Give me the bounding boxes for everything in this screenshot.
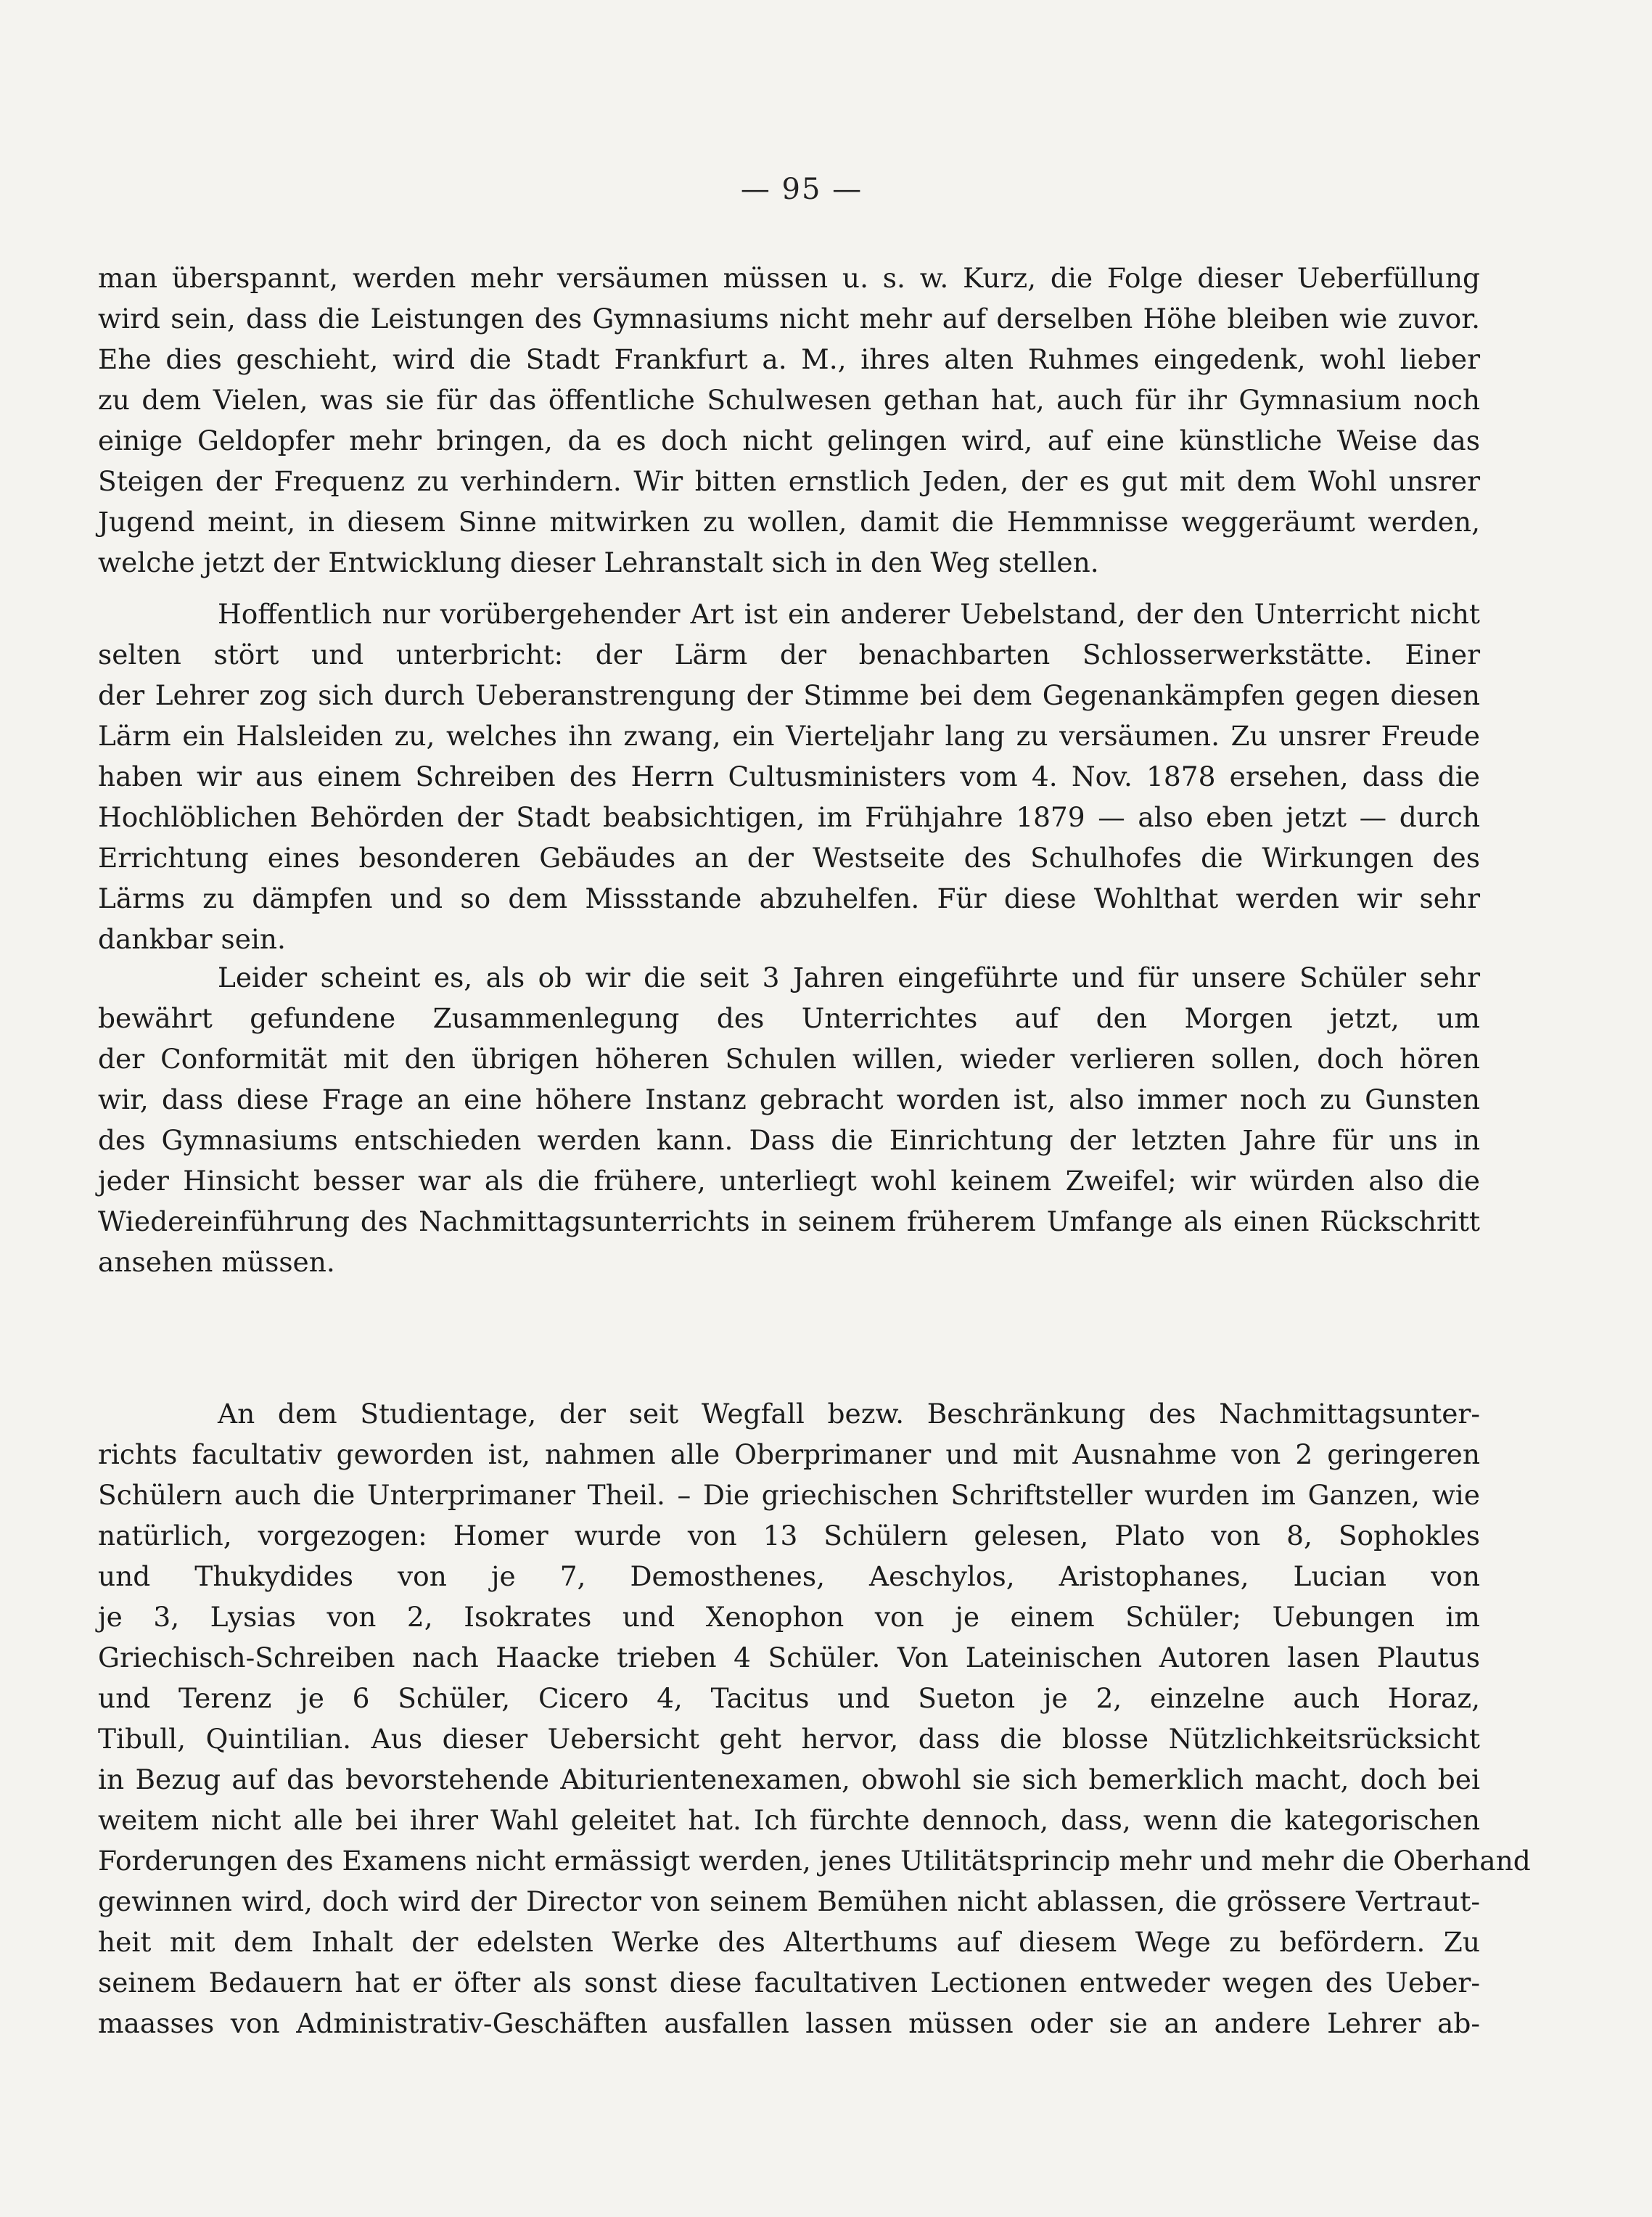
- text-line: wir, dass diese Frage an eine höhere Instanz gebracht worden ist, also immer noch zu Gunsten: [98, 1083, 1480, 1115]
- paragraph-4: [98, 1393, 1531, 2044]
- text-line: Errichtung eines besonderen Gebäudes an der Westseite des Schulhofes die Wirkungen des: [98, 842, 1480, 874]
- paragraph-2: [98, 594, 1480, 959]
- paragraph-1: [98, 258, 1480, 583]
- text-line: Jugend meint, in diesem Sinne mitwirken zu wollen, damit die Hemmnisse weggeräumt werden,: [98, 506, 1480, 538]
- text-line: heit mit dem Inhalt der edelsten Werke des Alterthums auf diesem Wege zu befördern. Zu: [98, 1926, 1480, 1958]
- text-line: je 3, Lysias von 2, Isokrates und Xenophon von je einem Schüler; Uebungen im: [98, 1601, 1480, 1633]
- text-line: Ehe dies geschieht, wird die Stadt Frankfurt a. M., ihres alten Ruhmes eingedenk, wohl lieber: [98, 343, 1480, 375]
- text-line: welche jetzt der Entwicklung dieser Lehranstalt sich in den Weg stellen.: [98, 546, 1099, 578]
- text-line: Schülern auch die Unterprimaner Theil. – Die griechischen Schriftsteller wurden im Ganzen, wie: [98, 1479, 1480, 1511]
- text-line: Griechisch-Schreiben nach Haacke trieben 4 Schüler. Von Lateinischen Autoren lasen Plautus: [98, 1642, 1480, 1673]
- text-line: Leider scheint es, als ob wir die seit 3 Jahren eingeführte und für unsere Schüler sehr: [218, 962, 1480, 993]
- page-number: — 95 —: [740, 173, 863, 206]
- text-line: Tibull, Quintilian. Aus dieser Uebersicht geht hervor, dass die blosse Nützlichkeitsrücksicht: [98, 1723, 1480, 1755]
- text-line: jeder Hinsicht besser war als die frühere, unterliegt wohl keinem Zweifel; wir würden also die: [98, 1165, 1480, 1197]
- text-line: Forderungen des Examens nicht ermässigt werden, jenes Utilitätsprincip mehr und mehr die Oberhand: [98, 1845, 1531, 1877]
- text-line: bewährt gefundene Zusammenlegung des Unterrichtes auf den Morgen jetzt, um: [98, 1002, 1480, 1034]
- text-line: zu dem Vielen, was sie für das öffentliche Schulwesen gethan hat, auch für ihr Gymnasium noch: [98, 384, 1480, 416]
- text-line: in Bezug auf das bevorstehende Abiturientenexamen, obwohl sie sich bemerklich macht, doch bei: [98, 1763, 1480, 1795]
- text-line: Hoffentlich nur vorübergehender Art ist ein anderer Uebelstand, der den Unterricht nicht: [218, 598, 1480, 630]
- text-line: Lärm ein Halsleiden zu, welches ihn zwang, ein Vierteljahr lang zu versäumen. Zu unsrer Freude: [98, 720, 1480, 752]
- text-line: und Terenz je 6 Schüler, Cicero 4, Tacitus und Sueton je 2, einzelne auch Horaz,: [98, 1682, 1480, 1714]
- text-line: und Thukydides von je 7, Demosthenes, Aeschylos, Aristophanes, Lucian von: [98, 1560, 1480, 1592]
- paragraph-3: [98, 957, 1480, 1282]
- text-line: der Lehrer zog sich durch Ueberanstrengung der Stimme bei dem Gegenankämpfen gegen diesen: [98, 679, 1480, 711]
- text-line: wird sein, dass die Leistungen des Gymnasiums nicht mehr auf derselben Höhe bleiben wie zuvor.: [98, 303, 1480, 335]
- text-line: Lärms zu dämpfen und so dem Missstande abzuhelfen. Für diese Wohlthat werden wir sehr: [98, 882, 1480, 914]
- text-line: Wiedereinführung des Nachmittagsunterrichts in seinem früherem Umfange als einen Rückschritt: [98, 1205, 1480, 1237]
- text-line: richts facultativ geworden ist, nahmen alle Oberprimaner und mit Ausnahme von 2 geringeren: [98, 1438, 1480, 1470]
- text-line: Hochlöblichen Behörden der Stadt beabsichtigen, im Frühjahre 1879 — also eben jetzt — durch: [98, 801, 1480, 833]
- text-line: dankbar sein.: [98, 923, 286, 955]
- text-line: seinem Bedauern hat er öfter als sonst diese facultativen Lectionen entweder wegen des Ueber-: [98, 1967, 1480, 1999]
- text-line: An dem Studientage, der seit Wegfall bezw. Beschränkung des Nachmittagsunter-: [218, 1398, 1480, 1430]
- text-line: einige Geldopfer mehr bringen, da es doch nicht gelingen wird, auf eine künstliche Weise das: [98, 425, 1480, 456]
- text-line: maasses von Administrativ-Geschäften ausfallen lassen müssen oder sie an andere Lehrer ab-: [98, 2007, 1480, 2039]
- text-line: ansehen müssen.: [98, 1246, 335, 1278]
- text-line: weitem nicht alle bei ihrer Wahl geleitet hat. Ich fürchte dennoch, dass, wenn die kategorischen: [98, 1804, 1480, 1836]
- text-line: gewinnen wird, doch wird der Director von seinem Bemühen nicht ablassen, die grössere Vertraut-: [98, 1885, 1480, 1917]
- text-line: Steigen der Frequenz zu verhindern. Wir bitten ernstlich Jeden, der es gut mit dem Wohl unsrer: [98, 465, 1480, 497]
- text-line: man überspannt, werden mehr versäumen müssen u. s. w. Kurz, die Folge dieser Ueberfüllung: [98, 262, 1480, 294]
- text-line: des Gymnasiums entschieden werden kann. Dass die Einrichtung der letzten Jahre für uns in: [98, 1124, 1480, 1156]
- text-line: natürlich, vorgezogen: Homer wurde von 13 Schülern gelesen, Plato von 8, Sophokles: [98, 1520, 1480, 1552]
- text-line: haben wir aus einem Schreiben des Herrn Cultusministers vom 4. Nov. 1878 ersehen, dass die: [98, 761, 1480, 792]
- text-line: der Conformität mit den übrigen höheren Schulen willen, wieder verlieren sollen, doch hören: [98, 1043, 1480, 1075]
- text-line: selten stört und unterbricht: der Lärm der benachbarten Schlosserwerkstätte. Einer: [98, 639, 1480, 671]
